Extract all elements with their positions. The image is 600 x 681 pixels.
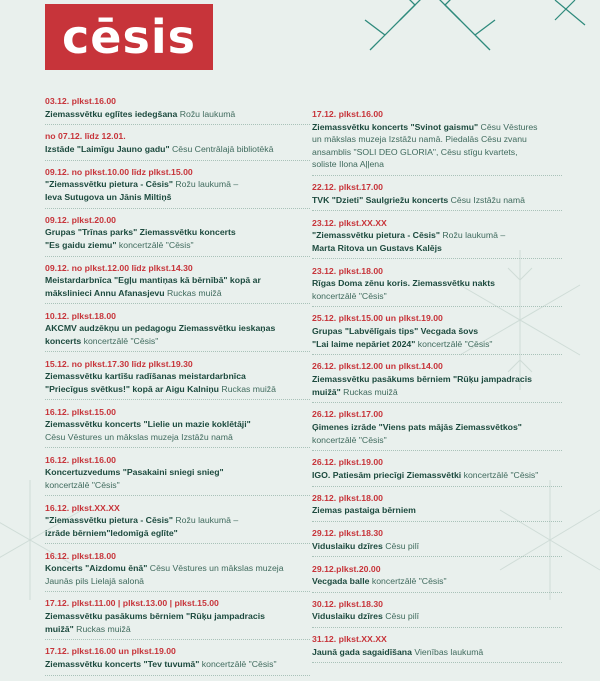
event-venue: Cēsu pilī (382, 540, 420, 551)
event-line (312, 194, 562, 207)
event-date: 09.12. plkst.20.00 (45, 214, 116, 225)
event-line (45, 383, 310, 396)
event-title: "Lai laime nepāriet 2024" (312, 338, 416, 349)
event-title: "Ziemassvētku pietura - Cēsis" (45, 179, 173, 190)
event-venue: koncertzālē "Cēsis" (312, 434, 387, 445)
event-title: "Ziemassvētku pietura - Cēsis" (312, 230, 440, 241)
event-venue: Cēsu Vēstures un mākslas muzeja (147, 563, 284, 574)
event-date: 26.12. plkst.12.00 un plkst.14.00 (312, 361, 443, 372)
event-line (312, 646, 562, 659)
event-line (312, 575, 562, 588)
event-line (312, 504, 562, 517)
event-title: Rīgas Doma zēnu koris. Ziemassvētku nakts (312, 278, 495, 289)
event-line (45, 287, 310, 300)
event-line (45, 108, 310, 121)
event-line (312, 338, 562, 351)
event-line (312, 158, 562, 171)
event-title: Koncertuzvedums "Pasakaini sniegi snieg" (45, 467, 224, 478)
event-venue: Cēsu Vēstures un mākslas muzeja Izstāžu namā (45, 431, 233, 442)
event-venue: ansamblis "SOLI DEO GLORIA", Cēsu stīgu kvartets, (312, 146, 518, 157)
event-item (312, 456, 562, 486)
event-date: 16.12. plkst.15.00 (45, 406, 116, 417)
event-title: Viduslaiku dzīres (312, 540, 383, 551)
event-venue: Ruckas muižā (73, 623, 131, 634)
event-item (312, 265, 562, 308)
event-line (45, 322, 310, 335)
event-line (45, 658, 310, 671)
event-date: 26.12. plkst.19.00 (312, 457, 383, 468)
event-date: 25.12. plkst.15.00 un plkst.19.00 (312, 313, 443, 324)
event-title: muižā" (312, 386, 341, 397)
event-item (45, 502, 310, 545)
event-item (45, 645, 310, 675)
event-date: 16.12. plkst.16.00 (45, 454, 116, 465)
event-line (312, 325, 562, 338)
event-line (312, 229, 562, 242)
event-line (45, 575, 310, 588)
event-line (45, 239, 310, 252)
event-title: Vecgada balle (312, 576, 370, 587)
event-date: 23.12. plkst.18.00 (312, 265, 383, 276)
event-venue: koncertzālē "Cēsis" (369, 576, 447, 587)
event-item (312, 492, 562, 522)
event-venue: koncertzālē "Cēsis" (415, 338, 493, 349)
event-line (312, 434, 562, 447)
event-title: Koncerts "Aizdomu ēnā" (45, 563, 148, 574)
event-title: Ziemassvētku pasākums bērniem "Rūķu jampadracis (312, 374, 532, 385)
event-title: koncerts (45, 335, 82, 346)
event-line (45, 418, 310, 431)
event-line (312, 469, 562, 482)
event-item (45, 95, 310, 125)
event-item (312, 312, 562, 355)
event-line (312, 146, 562, 159)
event-line (45, 335, 310, 348)
event-venue: Vienības laukumā (411, 646, 484, 657)
event-title: Jaunā gada sagaidīšana (312, 646, 412, 657)
event-title: Izstāde "Laimīgu Jauno gadu" (45, 143, 170, 154)
event-venue: Cēsu Centrālajā bibliotēkā (169, 143, 274, 154)
event-date: no 07.12. līdz 12.01. (45, 131, 126, 142)
event-title: muižā" (45, 623, 74, 634)
event-item (312, 563, 562, 593)
event-line (45, 562, 310, 575)
event-date: 16.12. plkst.XX.XX (45, 502, 120, 513)
event-venue: soliste Ilona Aļļena (312, 159, 384, 170)
event-date: 28.12. plkst.18.00 (312, 492, 383, 503)
events-left-column (45, 95, 310, 681)
event-venue: koncertzālē "Cēsis" (81, 335, 159, 346)
event-date: 09.12. no plkst.10.00 līdz plkst.15.00 (45, 166, 193, 177)
event-item (45, 166, 310, 209)
event-venue: koncertzālē "Cēsis" (116, 239, 194, 250)
event-title: TVK "Dzieti" Saulgriežu koncerts (312, 194, 449, 205)
event-item (312, 633, 562, 663)
event-title: Ieva Sutugova un Jānis Miltiņš (45, 191, 172, 202)
events-right-column (312, 108, 562, 669)
event-title: Grupas "Labvēlīgais tips" Vecgada šovs (312, 326, 479, 337)
event-line (312, 610, 562, 623)
event-date: 17.12. plkst.16.00 (312, 109, 383, 119)
event-date: 10.12. plkst.18.00 (45, 310, 116, 321)
event-item (312, 108, 562, 176)
event-date: 29.12. plkst.18.30 (312, 528, 383, 539)
event-title: Ģimenes izrāde "Viens pats mājās Ziemassvētkos" (312, 422, 522, 432)
event-line (312, 290, 562, 303)
event-line (45, 514, 310, 527)
event-venue: Cēsu pilī (382, 611, 420, 622)
event-line (312, 421, 562, 434)
event-line (45, 479, 310, 492)
event-item (45, 406, 310, 449)
event-venue: Rožu laukumā – (172, 179, 239, 190)
event-item (45, 262, 310, 305)
event-date: 31.12. plkst.XX.XX (312, 634, 387, 645)
event-title: Viduslaiku dzīres (312, 611, 383, 622)
event-item (312, 217, 562, 260)
event-title: Ziemassvētku eglītes iedegšana (45, 108, 178, 119)
event-venue: Cēsu Izstāžu namā (448, 194, 525, 205)
event-venue: Rožu laukumā – (439, 230, 506, 241)
event-item (45, 550, 310, 593)
event-line (312, 242, 562, 255)
event-date: 23.12. plkst.XX.XX (312, 217, 387, 228)
event-date: 15.12. no plkst.17.30 līdz plkst.19.30 (45, 358, 193, 369)
event-line (312, 121, 562, 134)
event-venue: un mākslas muzeja Izstāžu namā. Piedalās Cēsu zvanu (312, 134, 527, 145)
event-title: "Priecīgus svētkus!" kopā ar Aigu Kalniņu (45, 383, 219, 394)
event-venue: Ruckas muižā (219, 383, 276, 394)
event-item (45, 597, 310, 640)
event-line (312, 373, 562, 386)
event-line (45, 431, 310, 444)
event-line (45, 466, 310, 479)
event-date: 26.12. plkst.17.00 (312, 409, 383, 420)
event-item (312, 527, 562, 557)
event-line (312, 386, 562, 399)
event-date: 03.12. plkst.16.00 (45, 96, 116, 106)
event-title: AKCMV audzēkņu un pedagogu Ziemassvētku ieskaņas (45, 323, 276, 334)
event-line (45, 226, 310, 239)
event-date: 30.12. plkst.18.30 (312, 598, 383, 609)
event-title: Ziemassvētku koncerts "Lielie un mazie koklētāji" (45, 419, 251, 430)
event-item (312, 408, 562, 451)
event-title: "Es gaidu ziemu" (45, 239, 117, 250)
event-date: 09.12. no plkst.12.00 līdz plkst.14.30 (45, 262, 193, 273)
event-venue: Cēsu Vēstures (478, 121, 538, 132)
event-title: Ziemassvētku kartīšu radīšanas meistardarbnīca (45, 371, 246, 382)
event-item (312, 181, 562, 211)
event-title: Ziemas pastaiga bērniem (312, 505, 416, 516)
event-title: Ziemassvētku koncerts "Svinot gaismu" (312, 121, 479, 132)
event-item (45, 130, 310, 160)
event-date: 16.12. plkst.18.00 (45, 550, 116, 561)
event-title: Grupas "Trīnas parks" Ziemassvētku koncerts (45, 227, 236, 238)
event-venue: koncertzālē "Cēsis" (461, 469, 539, 480)
event-line (312, 540, 562, 553)
event-line (45, 191, 310, 204)
event-title: "Ziemassvētku pietura - Cēsis" (45, 515, 173, 526)
event-line (45, 623, 310, 636)
event-title: mākslinieci Annu Afanasjevu (45, 287, 165, 298)
snowflake-decoration-top-right (330, 0, 530, 60)
event-item (312, 598, 562, 628)
event-line (45, 143, 310, 156)
event-venue: koncertzālē "Cēsis" (312, 290, 387, 301)
event-line (45, 610, 310, 623)
event-venue: Rožu laukumā – (172, 515, 239, 526)
event-date: 17.12. plkst.16.00 un plkst.19.00 (45, 646, 176, 657)
event-line (45, 178, 310, 191)
event-title: IGO. Patiesām priecīgi Ziemassvētki (312, 469, 462, 480)
event-date: 17.12. plkst.11.00 | plkst.13.00 | plkst.15.00 (45, 598, 219, 609)
event-item (45, 358, 310, 401)
event-title: izrāde bērniem"Iedomīgā eglīte" (45, 527, 178, 538)
event-title: Ziemassvētku koncerts "Tev tuvumā" (45, 659, 200, 670)
event-title: Ziemassvētku pasākums bērniem "Rūķu jampadracis (45, 611, 265, 622)
event-venue: Jaunās pils Lielajā salonā (45, 575, 145, 586)
event-line (312, 277, 562, 290)
event-line (45, 527, 310, 540)
event-venue: Ruckas muižā (164, 287, 222, 298)
event-venue: koncertzālē "Cēsis" (199, 659, 277, 670)
event-line (45, 274, 310, 287)
event-line (45, 370, 310, 383)
event-venue: koncertzālē "Cēsis" (45, 479, 120, 490)
event-title: Meistardarbnīca "Egļu mantiņas kā bērnībā" kopā ar (45, 275, 261, 286)
event-item (45, 214, 310, 257)
snowflake-decoration-corner (545, 0, 600, 30)
event-line (312, 133, 562, 146)
event-item (45, 310, 310, 353)
event-date: 22.12. plkst.17.00 (312, 182, 383, 193)
cesis-logo (45, 4, 213, 70)
event-date: 29.12.plkst.20.00 (312, 563, 381, 574)
event-item (312, 360, 562, 403)
event-venue: Rožu laukumā (177, 108, 236, 119)
event-title: Marta Ritova un Gustavs Kalējs (312, 242, 442, 253)
event-item (45, 454, 310, 497)
event-venue: Ruckas muižā (340, 386, 398, 397)
logo-text: cēsis (62, 10, 196, 64)
